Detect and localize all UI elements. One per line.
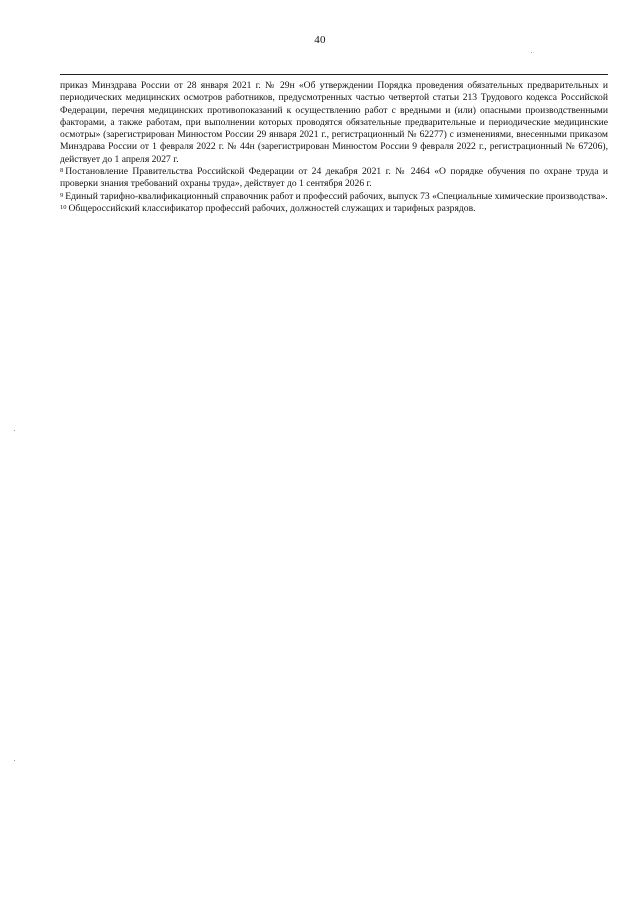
footnotes-section bbox=[60, 80, 608, 215]
page-number: 40 bbox=[314, 34, 326, 46]
footnote-continuation bbox=[60, 80, 608, 166]
footnote-text: Единый тарифно-квалификационный справочник работ и профессий рабочих, выпуск 73 «Специальные химические производства». bbox=[65, 190, 608, 202]
footnote-10 bbox=[60, 203, 608, 215]
footnote-marker: 8 bbox=[60, 167, 64, 175]
footnote-text: приказ Минздрава России от 28 января 2021 г. № 29н «Об утверждении Порядка проведения обязательных предварительных и периодических медицинских осмотров работников, предусмотренных частью четвертой статьи 213 Трудового кодекса Российской Федерации, перечня медицинских противопоказаний к осуществлению работ с вредными и (или) опасными производственными факторами, а также работам, при выполнении которых проводятся обязательные предварительные и периодические медицинские осмотры» (зарегистрирован Минюстом России 29 января 2021 г., регистрационный № 62277) с изменениями, внесенными приказом Минздрава России от 1 февраля 2022 г. № 44н (зарегистрирован Минюстом России 9 февраля 2022 г., регистрационный № 67206), действует до 1 апреля 2027 г. bbox=[60, 80, 608, 165]
footnote-text: Постановление Правительства Российской Федерации от 24 декабря 2021 г. № 2464 «О порядке обучения по охране труда и проверки знания требований охраны труда», действует до 1 сентября 2026 г. bbox=[60, 166, 608, 190]
footnote-separator bbox=[60, 74, 608, 75]
footnote-marker: 9 bbox=[60, 191, 64, 199]
footnote-text: Общероссийский классификатор профессий рабочих, должностей служащих и тарифных разрядов. bbox=[68, 202, 476, 214]
footnote-marker: 10 bbox=[60, 203, 67, 211]
footnote-9 bbox=[60, 191, 608, 203]
scan-speck bbox=[14, 430, 15, 431]
scan-speck bbox=[531, 52, 532, 53]
scan-speck bbox=[14, 760, 15, 761]
footnote-8 bbox=[60, 166, 608, 191]
